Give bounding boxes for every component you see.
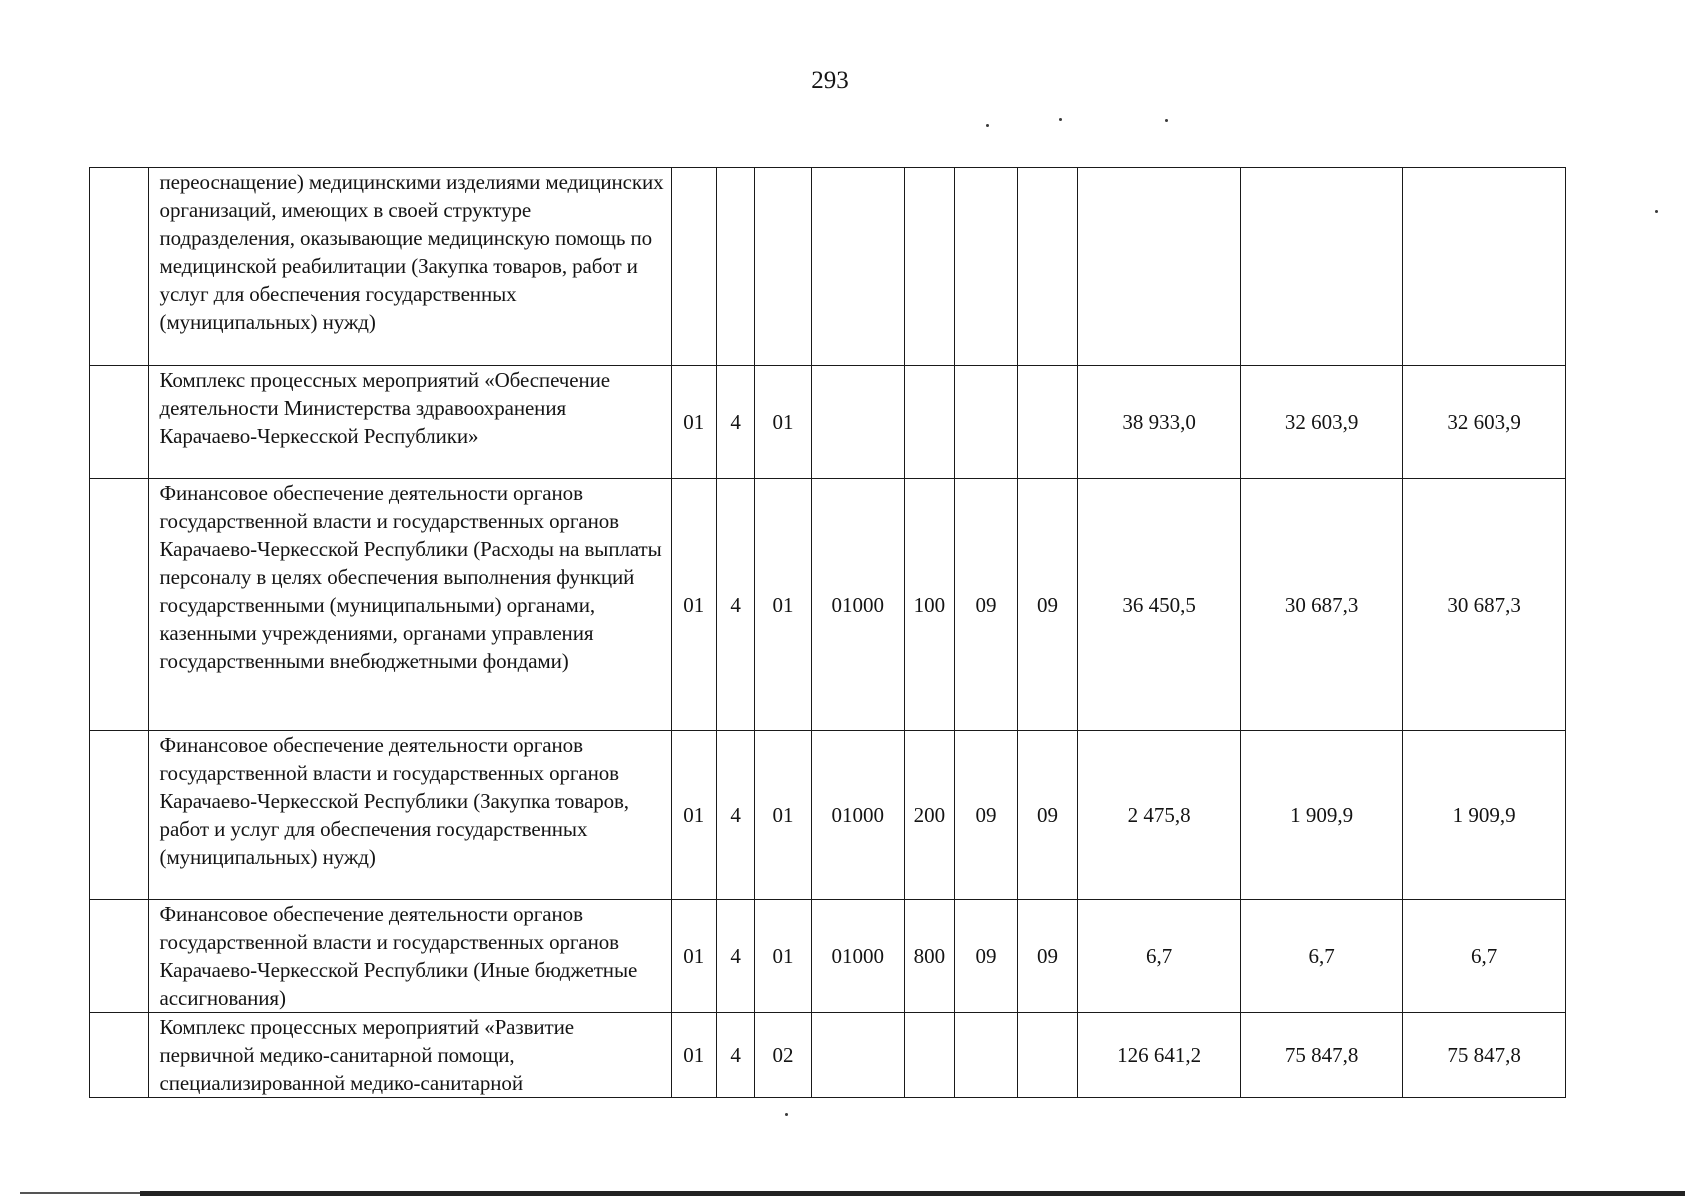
- code-cell: [904, 366, 954, 479]
- row-number-cell: [90, 731, 149, 900]
- code-cell: 800: [904, 900, 954, 1013]
- code-cell: 01: [755, 731, 812, 900]
- description-cell: Финансовое обеспечение деятельности органов государственной власти и государственных органов Карачаево-Черкесской Республики (Расходы на выплаты персоналу в целях обеспечения выполнения функций государственными (муниципальными) органами, казенными учреждениями, органами управления государственными внебюджетными фондами): [148, 479, 671, 731]
- code-cell: [671, 168, 716, 366]
- description-cell: Комплекс процессных мероприятий «Обеспечение деятельности Министерства здравоохранения Карачаево-Черкесской Республики»: [148, 366, 671, 479]
- table-row: [90, 731, 1566, 900]
- description-cell: Финансовое обеспечение деятельности органов государственной власти и государственных органов Карачаево-Черкесской Республики (Иные бюджетные ассигнования): [148, 900, 671, 1013]
- amount-cell: 1 909,9: [1240, 731, 1403, 900]
- description-cell: переоснащение) медицинскими изделиями медицинских организаций, имеющих в своей структуре подразделения, оказывающие медицинскую помощь по медицинской реабилитации (Закупка товаров, работ и услуг для обеспечения государственных (муниципальных) нужд): [148, 168, 671, 366]
- code-cell: [811, 168, 904, 366]
- code-cell: 01: [755, 479, 812, 731]
- code-cell: 01000: [811, 900, 904, 1013]
- amount-cell: 6,7: [1078, 900, 1241, 1013]
- code-cell: 01: [671, 731, 716, 900]
- row-number-cell: [90, 479, 149, 731]
- code-cell: [904, 1013, 954, 1098]
- code-cell: 01: [671, 1013, 716, 1098]
- amount-cell: 1 909,9: [1403, 731, 1566, 900]
- code-cell: 01: [671, 900, 716, 1013]
- code-cell: 4: [716, 366, 754, 479]
- code-cell: [755, 168, 812, 366]
- code-cell: 09: [1017, 731, 1078, 900]
- row-number-cell: [90, 366, 149, 479]
- amount-cell: 126 641,2: [1078, 1013, 1241, 1098]
- row-number-cell: [90, 900, 149, 1013]
- code-cell: 09: [955, 900, 1018, 1013]
- code-cell: 4: [716, 479, 754, 731]
- code-cell: 200: [904, 731, 954, 900]
- code-cell: 02: [755, 1013, 812, 1098]
- code-cell: [1017, 168, 1078, 366]
- table-row: [90, 1013, 1566, 1098]
- code-cell: [811, 1013, 904, 1098]
- scan-speck: [986, 124, 989, 127]
- amount-cell: 75 847,8: [1403, 1013, 1566, 1098]
- code-cell: [1017, 1013, 1078, 1098]
- row-number-cell: [90, 168, 149, 366]
- code-cell: 01: [755, 900, 812, 1013]
- amount-cell: [1078, 168, 1241, 366]
- amount-cell: 30 687,3: [1403, 479, 1566, 731]
- scan-speck: [1059, 118, 1062, 121]
- code-cell: [811, 366, 904, 479]
- amount-cell: 6,7: [1403, 900, 1566, 1013]
- code-cell: 01: [671, 366, 716, 479]
- code-cell: [716, 168, 754, 366]
- code-cell: [955, 1013, 1018, 1098]
- table-row: [90, 168, 1566, 366]
- page-number: 293: [811, 67, 849, 94]
- amount-cell: 75 847,8: [1240, 1013, 1403, 1098]
- budget-table: [89, 167, 1566, 1098]
- code-cell: 4: [716, 900, 754, 1013]
- code-cell: [955, 366, 1018, 479]
- code-cell: 01000: [811, 479, 904, 731]
- code-cell: 100: [904, 479, 954, 731]
- code-cell: 09: [1017, 900, 1078, 1013]
- amount-cell: 38 933,0: [1078, 366, 1241, 479]
- scan-edge-line: [20, 1192, 140, 1194]
- amount-cell: [1403, 168, 1566, 366]
- code-cell: 01: [671, 479, 716, 731]
- code-cell: 01000: [811, 731, 904, 900]
- amount-cell: 36 450,5: [1078, 479, 1241, 731]
- code-cell: 4: [716, 731, 754, 900]
- amount-cell: 30 687,3: [1240, 479, 1403, 731]
- scan-speck: [1655, 210, 1658, 213]
- code-cell: 09: [955, 479, 1018, 731]
- row-number-cell: [90, 1013, 149, 1098]
- code-cell: [955, 168, 1018, 366]
- amount-cell: [1240, 168, 1403, 366]
- table-row: [90, 479, 1566, 731]
- amount-cell: 6,7: [1240, 900, 1403, 1013]
- code-cell: 01: [755, 366, 812, 479]
- code-cell: 4: [716, 1013, 754, 1098]
- amount-cell: 2 475,8: [1078, 731, 1241, 900]
- code-cell: [904, 168, 954, 366]
- scan-speck: [785, 1113, 788, 1116]
- scan-speck: [1165, 119, 1168, 122]
- scan-edge-line: [140, 1191, 1685, 1196]
- amount-cell: 32 603,9: [1240, 366, 1403, 479]
- table-row: [90, 900, 1566, 1013]
- description-cell: Финансовое обеспечение деятельности органов государственной власти и государственных органов Карачаево-Черкесской Республики (Закупка товаров, работ и услуг для обеспечения государственных (муниципальных) нужд): [148, 731, 671, 900]
- code-cell: 09: [1017, 479, 1078, 731]
- description-cell: Комплекс процессных мероприятий «Развитие первичной медико-санитарной помощи, специализированной медико-санитарной: [148, 1013, 671, 1098]
- amount-cell: 32 603,9: [1403, 366, 1566, 479]
- code-cell: [1017, 366, 1078, 479]
- code-cell: 09: [955, 731, 1018, 900]
- table-row: [90, 366, 1566, 479]
